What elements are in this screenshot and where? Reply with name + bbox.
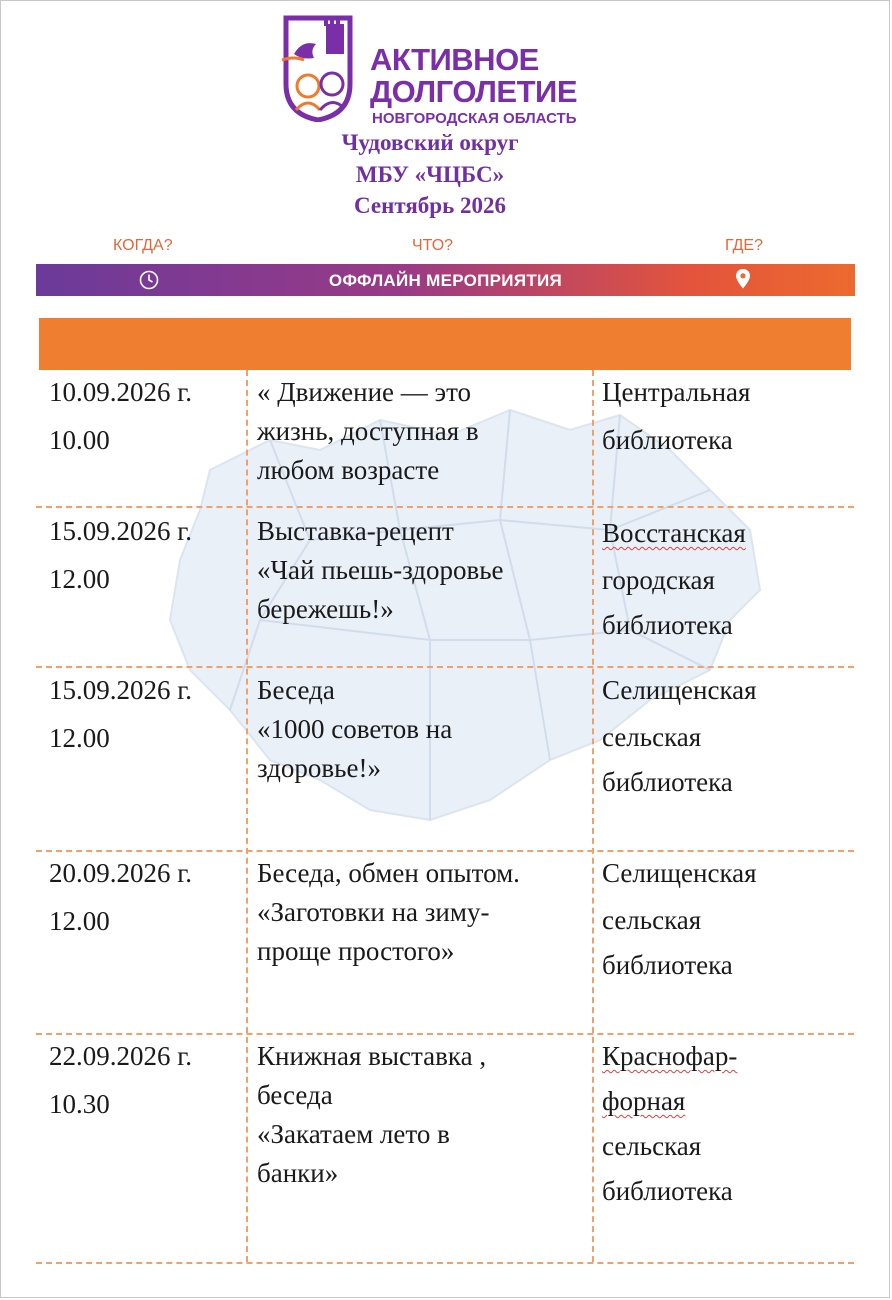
event-title-cell: [257, 373, 591, 490]
event-date: 15.09.2026 г.: [49, 675, 193, 705]
event-title-line: «Закатаем лето в: [257, 1119, 450, 1149]
column-divider: [246, 370, 248, 1262]
event-title-line: Беседа, обмен опытом.: [257, 858, 520, 888]
event-venue-line: библиотека: [602, 767, 733, 797]
event-time: 12.00: [49, 906, 110, 936]
row-divider: [36, 1033, 854, 1035]
event-venue-line: городская: [602, 565, 715, 595]
event-date: 20.09.2026 г.: [49, 858, 193, 888]
event-date-cell: [49, 854, 245, 941]
label-where: ГДЕ?: [725, 237, 763, 254]
event-title-line: беседа: [257, 1080, 333, 1110]
event-venue-line: сельская: [602, 722, 702, 752]
event-title-line: бережешь!»: [257, 594, 394, 624]
event-venue-cell: [602, 671, 847, 802]
label-when: КОГДА?: [113, 237, 173, 254]
event-title-line: « Движение — это: [257, 377, 472, 407]
event-title-line: «Чай пьешь-здоровье: [257, 555, 504, 585]
row-divider: [36, 850, 854, 852]
event-venue-cell: [602, 1037, 847, 1211]
event-date-cell: [49, 1037, 245, 1124]
location-pin-icon: [735, 268, 751, 290]
event-time: 12.00: [49, 564, 110, 594]
event-venue-line: Восстанская: [602, 518, 746, 548]
event-title-line: Выставка-рецепт: [257, 516, 454, 546]
event-title-line: Беседа: [257, 675, 335, 705]
event-title-cell: [257, 671, 591, 788]
event-time: 12.00: [49, 723, 110, 753]
event-venue-cell: [602, 514, 847, 645]
event-venue-line: сельская: [602, 1131, 702, 1161]
event-venue-line: сельская: [602, 905, 702, 935]
event-venue-line: Селищенская: [602, 858, 757, 888]
event-venue-cell: [602, 373, 847, 460]
event-venue-line: Селищенская: [602, 675, 757, 705]
event-title-line: здоровье!»: [257, 753, 381, 783]
event-time: 10.30: [49, 1089, 110, 1119]
month-title: Сентябрь 2026: [354, 193, 506, 218]
logo-emblem-icon: [280, 14, 360, 122]
event-title-cell: [257, 1037, 591, 1193]
event-venue-line: Центральная: [602, 377, 751, 407]
event-date: 10.09.2026 г.: [49, 377, 193, 407]
event-venue-line: Краснофар-: [602, 1041, 738, 1071]
event-time: 10.00: [49, 425, 110, 455]
event-venue-line: библиотека: [602, 1176, 733, 1206]
event-venue-line: библиотека: [602, 425, 733, 455]
event-date: 15.09.2026 г.: [49, 516, 193, 546]
event-title-line: любом возрасте: [257, 455, 440, 485]
event-date: 22.09.2026 г.: [49, 1041, 193, 1071]
banner-title: ОФФЛАЙН МЕРОПРИЯТИЯ: [328, 271, 563, 290]
event-date-cell: [49, 373, 245, 460]
event-title-line: «1000 советов на: [257, 714, 453, 744]
event-title-line: жизнь, доступная в: [257, 416, 479, 446]
event-title-line: проще простого»: [257, 936, 455, 966]
event-date-cell: [49, 512, 245, 599]
row-divider: [36, 666, 854, 668]
event-title-line: «Заготовки на зиму-: [257, 897, 490, 927]
logo-title-line2: ДОЛГОЛЕТИЕ: [370, 74, 578, 109]
logo: [280, 14, 620, 127]
district-title: Чудовский округ: [341, 130, 519, 155]
table-header-strip: [39, 318, 851, 370]
logo-title-line1: АКТИВНОЕ: [370, 42, 539, 77]
event-title-line: Книжная выставка ,: [257, 1041, 487, 1071]
row-divider: [36, 506, 854, 508]
logo-subtitle: НОВГОРОДСКАЯ ОБЛАСТЬ: [372, 110, 577, 127]
event-venue-line: библиотека: [602, 610, 733, 640]
label-what: ЧТО?: [412, 237, 454, 254]
event-venue-line: форная: [602, 1086, 686, 1116]
row-divider: [36, 1262, 854, 1264]
event-venue-line: библиотека: [602, 950, 733, 980]
event-title-line: банки»: [257, 1158, 339, 1188]
event-title-cell: [257, 512, 591, 629]
event-date-cell: [49, 671, 245, 758]
offline-events-banner: [36, 264, 855, 296]
event-title-cell: [257, 854, 591, 971]
column-divider: [592, 370, 594, 1262]
event-venue-cell: [602, 854, 847, 985]
organization-title: МБУ «ЧЦБС»: [355, 162, 505, 187]
